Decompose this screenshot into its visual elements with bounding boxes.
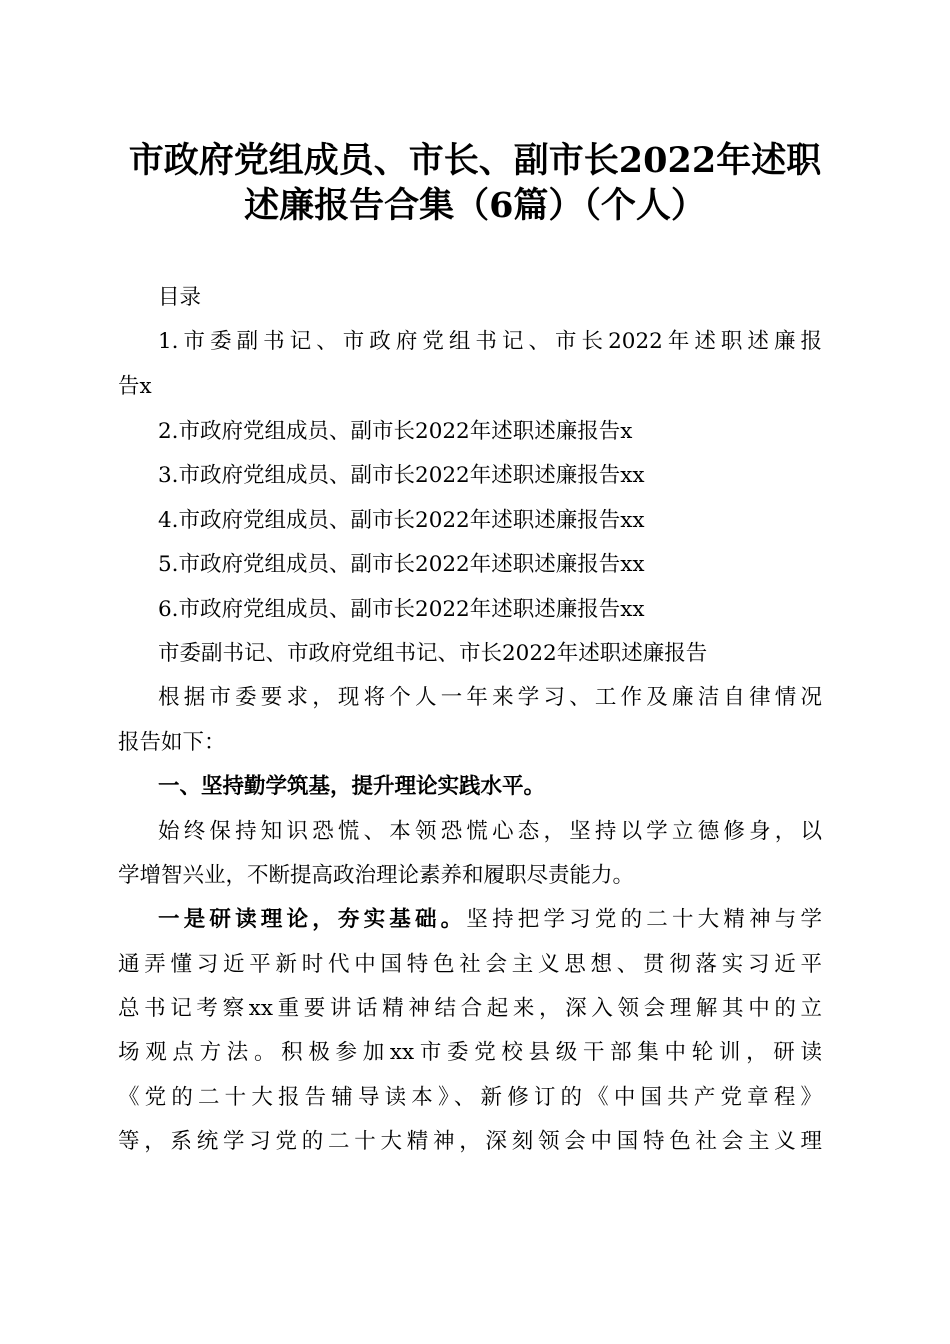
intro-line: 报告如下： [118,730,226,755]
point-text: 坚持把学习党的二十大精神与学 [466,907,822,932]
title-line: 市政府党组成员、市长、副市长2022年述职 [128,140,822,181]
paragraph-line: 场观点方法。积极参加xx市委党校县级干部集中轮训，研读 [118,1040,822,1065]
toc-item-2[interactable]: 2.市政府党组成员、副市长2022年述职述廉报告x [158,419,633,444]
point-lead: 一是研读理论，夯实基础。 [158,907,467,932]
paragraph-line: 始终保持知识恐慌、本领恐慌心态，坚持以学立德修身，以 [158,819,822,844]
paragraph-line: 学增智兴业，不断提高政治理论素养和履职尽责能力。 [118,863,635,888]
toc-item-1-cont[interactable]: 告x [118,374,152,399]
paragraph-line: 等，系统学习党的二十大精神，深刻领会中国特色社会主义理 [118,1129,822,1154]
paragraph-line: 《党的二十大报告辅导读本》、新修订的《中国共产党章程》 [118,1085,822,1110]
title-line: 述廉报告合集（6篇）（个人） [244,185,706,226]
paragraph-line [158,898,822,942]
section-heading: 一、坚持勤学筑基，提升理论实践水平。 [158,774,546,799]
toc-item-3[interactable]: 3.市政府党组成员、副市长2022年述职述廉报告xx [158,463,645,488]
document-title [0,138,950,228]
report-title: 市委副书记、市政府党组书记、市长2022年述职述廉报告 [158,641,708,666]
toc-item-4[interactable]: 4.市政府党组成员、副市长2022年述职述廉报告xx [158,508,645,533]
paragraph-line: 通弄懂习近平新时代中国特色社会主义思想、贯彻落实习近平 [118,952,822,977]
toc-heading: 目录 [158,285,202,310]
paragraph-line: 总书记考察xx重要讲话精神结合起来，深入领会理解其中的立 [118,996,822,1021]
toc-item-5[interactable]: 5.市政府党组成员、副市长2022年述职述廉报告xx [158,552,645,577]
intro-line: 根据市委要求，现将个人一年来学习、工作及廉洁自律情况 [158,685,822,710]
toc-item-6[interactable]: 6.市政府党组成员、副市长2022年述职述廉报告xx [158,597,645,622]
toc-item-1[interactable]: 1.市委副书记、市政府党组书记、市长2022年述职述廉报 [158,329,822,354]
